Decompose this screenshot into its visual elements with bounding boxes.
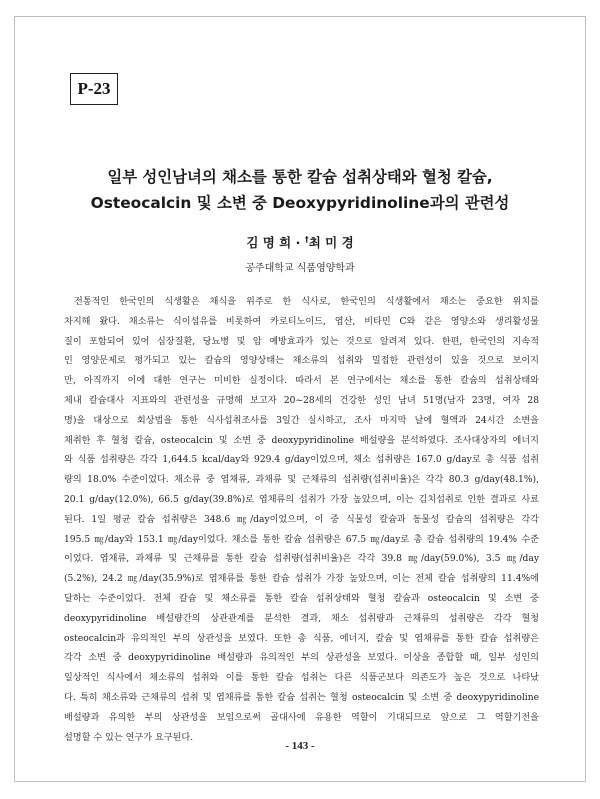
page-number: - 143 - <box>285 740 315 752</box>
authors <box>0 233 600 251</box>
abstract-line: 일상적인 식사에서 채소류의 섭취와 이를 통한 칼슘 섭취는 다른 식품군보다 의존도가 높은 것으로 나타났 <box>64 673 539 684</box>
abstract-line: 설명할 수 있는 연구가 요구된다. <box>64 732 194 743</box>
author-second: 최 미 경 <box>308 235 354 250</box>
abstract-line: 전통적인 한국인의 식생활은 채식을 위주로 한 식사로, 한국인의 식생활에서 채소는 중요한 위치를 <box>74 297 539 307</box>
abstract-line: 만, 아직까지 이에 대한 연구는 미비한 실정이다. 따라서 본 연구에서는 채소를 통한 칼슘의 섭취상태와 <box>64 376 539 387</box>
abstract-line: 차지해 왔다. 채소류는 식이섬유를 비롯하여 카로티노이드, 엽산, 비타민 C와 같은 영양소와 생리활성물 <box>64 316 539 327</box>
title-line-1: 일부 성인남녀의 채소를 통한 칼슘 섭취상태와 혈청 칼슘, <box>107 168 493 186</box>
abstract-code-box <box>70 73 118 105</box>
abstract-line: 이었다. 엽채류, 과채류 및 근채류를 통한 칼슘 섭취량(섭취비율)은 각각 39.8 ㎎/day(59.0%), 3.5 ㎎/day <box>64 554 539 565</box>
abstract-code: P-23 <box>77 79 111 98</box>
title-line-2: Osteocalcin 및 소변 중 Deoxypyridinoline과의 관련성 <box>90 194 510 212</box>
abstract-line: 체내 칼슘대사 지표와의 관련성을 규명해 보고자 20~28세의 건강한 성인 남녀 51명(남자 23명, 여자 28 <box>64 395 539 406</box>
abstract-line: 배설량과 유의한 부의 상관성을 보임으로써 골대사에 유용한 역할이 기대되므로 앞으로 그 역할기전을 <box>64 712 539 723</box>
abstract-line: 채취한 후 혈청 칼슘, osteocalcin 및 소변 중 deoxypyridinoline 배설량을 분석하였다. 조사대상자의 에너지 <box>64 435 539 446</box>
abstract-line: 다. 특히 채소류와 근채류의 섭취 및 엽채류를 통한 칼슘 섭취는 혈청 osteocalcin 및 소변 중 deoxypyridinoline <box>64 692 539 703</box>
abstract-line: 20.1 g/day(12.0%), 66.5 g/day(39.8%)로 엽채류의 섭취가 가장 높았으며, 이는 김치섭취로 인한 결과로 사료 <box>64 494 539 505</box>
paper-title <box>60 164 540 216</box>
abstract-line: 명)을 대상으로 회상법을 통한 식사섭취조사를 3일간 실시하고, 조사 마지막 날에 혈액과 24시간 소변을 <box>64 415 539 426</box>
abstract-line: 된다. 1일 평균 칼슘 섭취량은 348.6 ㎎/day이었으며, 이 중 식물성 칼슘과 동물성 칼슘의 섭취량은 각각 <box>64 514 539 525</box>
abstract-line: 달하는 수준이었다. 전체 칼슘 및 채소류를 통한 칼슘 섭취상태와 혈청 칼슘과 osteocalcin 및 소변 중 <box>64 593 539 604</box>
abstract-line: deoxypyridinoline 배설량간의 상관관계를 분석한 결과, 채소 섭취량과 근채류의 섭취량은 각각 혈청 <box>64 613 539 624</box>
abstract-line: osteocalcin과 유의적인 부의 상관성을 보였다. 또한 총 식품, 에너지, 칼슘 및 엽채류를 통한 칼슘 섭취량은 <box>64 633 539 644</box>
abstract-line: 량의 18.0% 수준이었다. 채소류 중 엽채류, 과채류 및 근채류의 섭취량(섭취비율)은 각각 80.3 g/day(48.1%), <box>64 475 539 486</box>
abstract-line: 각각 소변 중 deoxypyridinoline 배설량과 유의적인 부의 상관성을 보였다. 이상을 종합할 때, 일부 성인의 <box>64 653 539 664</box>
affiliation: 공주대학교 식품영양학과 <box>245 263 355 274</box>
abstract-line: 인 영양문제로 평가되고 있는 칼슘의 영양상태는 채소류의 섭취와 밀접한 관련성이 있을 것으로 보이지 <box>64 356 539 367</box>
abstract-line: 195.5 ㎎/day와 153.1 ㎎/day이었다. 채소를 통한 칼슘 섭취량은 67.5 ㎎/day로 총 칼슘 섭취량의 19.4% 수준 <box>64 534 539 545</box>
abstract-line: 질이 포함되어 있어 심장질환, 당뇨병 및 암 예방효과가 있는 것으로 알려져 있다. 한편, 한국인의 지속적 <box>64 336 539 347</box>
corresponding-author-mark: † <box>304 234 309 244</box>
abstract-body <box>64 293 539 748</box>
author-first: 김 명 희 · <box>246 235 305 250</box>
abstract-line: 와 식품 섭취량은 각각 1,644.5 kcal/day와 929.4 g/day이었으며, 채소 섭취량은 167.0 g/day로 총 식품 섭취 <box>64 455 539 466</box>
abstract-line: (5.2%), 24.2 ㎎/day(35.9%)로 엽채류를 통한 칼슘 섭취가 가장 높았으며, 이는 전체 칼슘 섭취량의 11.4%에 <box>64 574 539 585</box>
